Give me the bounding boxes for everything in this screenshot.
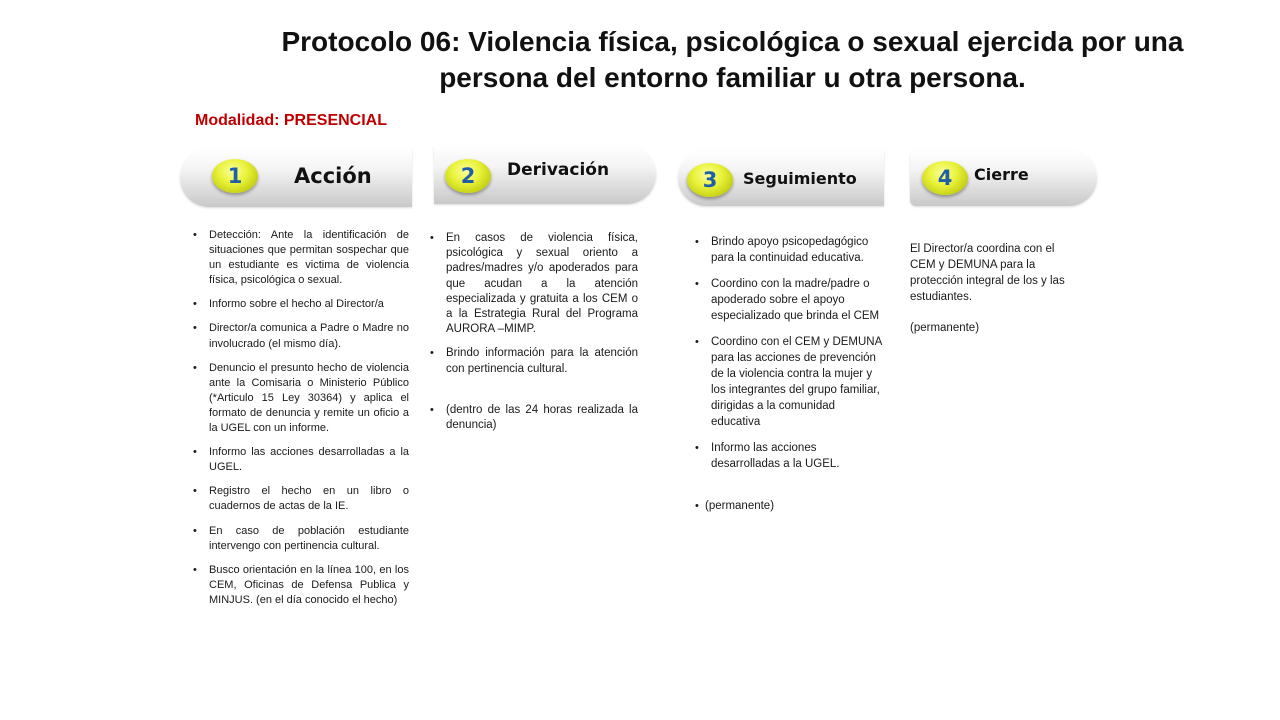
accion-list bbox=[191, 228, 409, 608]
list-item: • Brindo información para la atención con pertinencia cultural. bbox=[428, 346, 638, 376]
page-title bbox=[205, 24, 1260, 96]
list-item: • (dentro de las 24 horas realizada la denuncia) bbox=[428, 403, 638, 433]
list-item: • En casos de violencia física, psicológica y sexual oriento a padres/madres y/o apoderados para que acudan a la atención especializada y gratuita a los CEM o a la Estrategia Rural del Programa AURORA –MIMP. bbox=[428, 231, 638, 337]
stage-number-badge: 3 bbox=[687, 163, 733, 197]
list-item: • Brindo apoyo psicopedagógico para la continuidad educativa. bbox=[693, 234, 883, 266]
cierre-text: El Director/a coordina con el CEM y DEMUNA para la protección integral de los y las estudiantes. bbox=[910, 243, 1065, 303]
stage-derivacion bbox=[434, 146, 656, 204]
list-item: • Director/a comunica a Padre o Madre no involucrado (el mismo día). bbox=[191, 321, 409, 351]
stage-cierre bbox=[910, 150, 1097, 206]
list-item: • Informo las acciones desarrolladas a la UGEL. bbox=[191, 445, 409, 475]
cierre-column bbox=[910, 241, 1078, 351]
seguimiento-column bbox=[693, 234, 883, 523]
stage-number-badge: 1 bbox=[212, 159, 258, 193]
title-line-1: Protocolo 06: Violencia física, psicológica o sexual ejercida por una bbox=[281, 26, 1184, 57]
stage-number-badge: 4 bbox=[922, 161, 968, 195]
list-item: • Informo sobre el hecho al Director/a bbox=[191, 297, 409, 312]
list-item: • Informo las acciones desarrolladas a la UGEL. bbox=[693, 440, 883, 472]
list-item: • Coordino con la madre/padre o apoderado sobre el apoyo especializado que brinda el CEM bbox=[693, 276, 883, 324]
derivacion-column bbox=[428, 231, 638, 442]
stage-accion bbox=[180, 149, 412, 207]
modalidad-label: Modalidad: PRESENCIAL bbox=[195, 112, 388, 129]
list-item: • En caso de población estudiante intervengo con pertinencia cultural. bbox=[191, 524, 409, 554]
stage-number-badge: 2 bbox=[445, 159, 491, 193]
cierre-note: (permanente) bbox=[910, 322, 980, 334]
list-item: • (permanente) bbox=[693, 498, 883, 514]
stage-label: Acción bbox=[294, 164, 372, 188]
stage-label: Derivación bbox=[507, 160, 610, 180]
stage-label: Cierre bbox=[974, 165, 1029, 184]
list-item: • Denuncio el presunto hecho de violencia ante la Comisaria o Ministerio Público (*Articulo 15 Ley 30364) y aplica el formato de denuncia y remite un oficio a la UGEL con un informe. bbox=[191, 361, 409, 436]
derivacion-list bbox=[428, 231, 638, 433]
accion-column bbox=[191, 228, 409, 617]
stage-label: Seguimiento bbox=[743, 169, 857, 188]
list-item: • Detección: Ante la identificación de situaciones que permitan sospechar que un estudiante es victima de violencia física, psicológica o sexual. bbox=[191, 228, 409, 288]
stage-seguimiento bbox=[678, 150, 884, 206]
list-item: • Registro el hecho en un libro o cuadernos de actas de la IE. bbox=[191, 484, 409, 514]
list-item: • Busco orientación en la línea 100, en los CEM, Oficinas de Defensa Publica y MINJUS. (en el día conocido el hecho) bbox=[191, 563, 409, 608]
list-item: • Coordino con el CEM y DEMUNA para las acciones de prevención de la violencia contra la mujer y los integrantes del grupo familiar, dirigidas a la comunidad educativa bbox=[693, 334, 883, 430]
seguimiento-list bbox=[693, 234, 883, 514]
title-line-2: persona del entorno familiar u otra persona. bbox=[439, 62, 1026, 93]
